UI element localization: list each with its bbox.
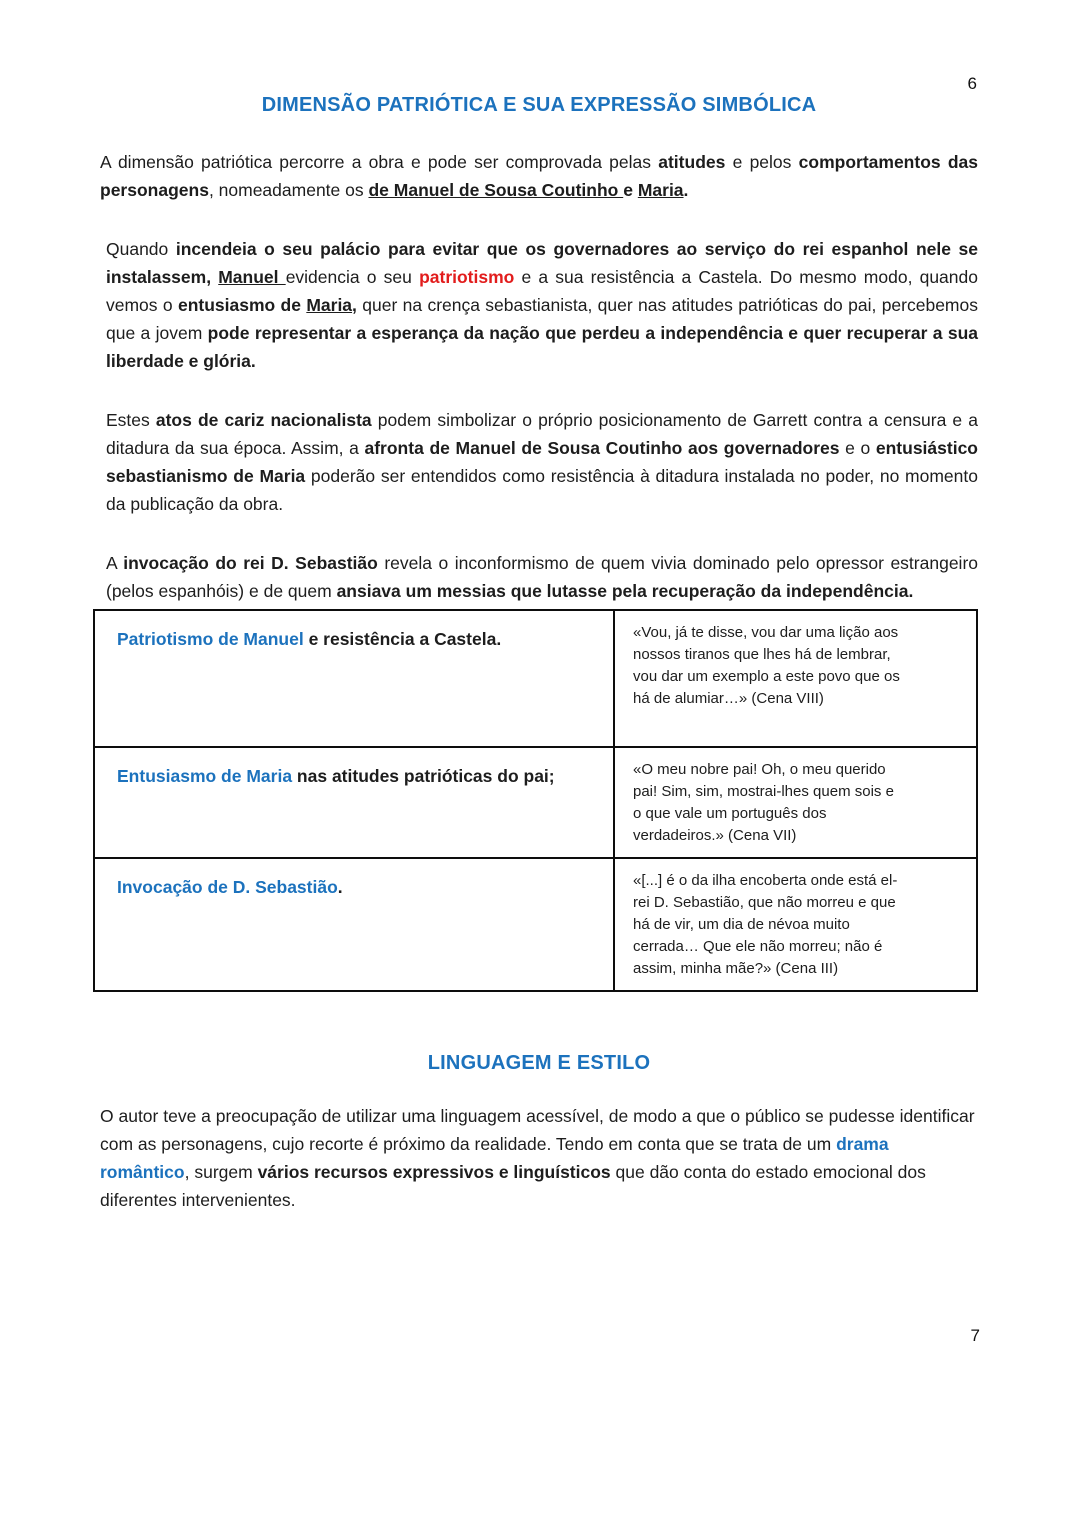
- text-run: poderão ser entendidos como resistência à ditadura instalada no poder, no momento da publicação da obra.: [106, 466, 978, 514]
- paragraph-patriotic-3: [100, 406, 978, 518]
- paragraph-patriotic-4: [100, 549, 978, 605]
- text-run: e: [623, 180, 638, 200]
- section-title-language: LINGUAGEM E ESTILO: [427, 1052, 651, 1074]
- table-row-entusiasmo-maria: [94, 747, 977, 858]
- text-run: .: [683, 180, 689, 200]
- paragraph-patriotic-1: [100, 148, 978, 204]
- text-run: Maria: [637, 180, 684, 200]
- text-run: patriotismo: [419, 267, 515, 287]
- text-run: e pelos: [725, 152, 799, 172]
- table-row-patriotismo-manuel: [94, 610, 977, 747]
- text-run: atos de cariz nacionalista: [155, 410, 372, 430]
- text-run: Manuel: [218, 267, 286, 287]
- text-run: invocação do rei D. Sebastião: [123, 553, 378, 573]
- text-run: Estes: [106, 410, 156, 430]
- table-cell-quote: «O meu nobre pai! Oh, o meu querido pai! Sim, sim, mostrai-lhes quem sois e o que vale um português dos verdadeiros.» (Cena VII): [614, 747, 977, 858]
- text-run: vários recursos expressivos e linguísticos: [257, 1162, 611, 1182]
- text-run: nas atitudes patrióticas do pai;: [292, 766, 555, 786]
- text-run: atitudes: [658, 152, 726, 172]
- text-run: Maria: [306, 295, 353, 315]
- text-run: e a sua resistência a Castela. Do mesmo modo, quando vemos o: [106, 267, 978, 315]
- text-run: ,: [206, 267, 219, 287]
- text-run: Quando: [106, 239, 176, 259]
- table-cell-label: [94, 747, 614, 858]
- table-cell-quote: «[...] é o da ilha encoberta onde está el-rei D. Sebastião, que não morreu e que há de vir, um dia de névoa muito cerrada… Que ele não morreu; não é assim, minha mãe?» (Cena III): [614, 858, 977, 991]
- text-run: comportamentos das personagens: [100, 152, 979, 200]
- text-run: .: [250, 351, 256, 371]
- text-run: afronta de Manuel de Sousa Coutinho aos governadores: [364, 438, 840, 458]
- text-run: , surgem: [184, 1162, 258, 1182]
- text-run: e o: [839, 438, 876, 458]
- table-cell-label: [94, 858, 614, 991]
- table-cell-label: [94, 610, 614, 747]
- text-run: revela o inconformismo de quem vivia dominado pelo opressor estrangeiro (pelos espanhóis) e de quem: [106, 553, 978, 601]
- text-run: evidencia o seu: [285, 267, 420, 287]
- text-run: Invocação de D. Sebastião: [117, 877, 338, 897]
- text-run: Entusiasmo de Maria: [117, 766, 293, 786]
- text-run: quer na crença sebastianista, quer nas atitudes patrióticas do pai, percebemos que a jovem: [106, 295, 978, 343]
- text-run: podem simbolizar o próprio posicionamento de Garrett contra a censura e a ditadura da sua época. Assim, a: [106, 410, 978, 458]
- text-run: e resistência a Castela.: [303, 629, 502, 649]
- text-run: incendeia o seu palácio para evitar que os governadores ao serviço do rei espanhol nele se instalassem: [106, 239, 978, 287]
- text-run: ansiava um messias que lutasse pela recuperação da independência.: [336, 581, 914, 601]
- page-number-top: 6: [967, 74, 977, 93]
- text-run: drama romântico: [100, 1134, 889, 1182]
- text-run: entusiástico sebastianismo de Maria: [106, 438, 978, 486]
- page-number-bottom: 7: [970, 1326, 980, 1345]
- paragraph-patriotic-2: [100, 235, 978, 375]
- table-cell-quote: «Vou, já te disse, vou dar uma lição aos nossos tiranos que lhes há de lembrar, vou dar um exemplo a este povo que os há de alumiar…» (Cena VIII): [614, 610, 977, 747]
- text-run: Patriotismo de Manuel: [117, 629, 304, 649]
- text-run: , nomeadamente os: [208, 180, 369, 200]
- text-run: ,: [352, 295, 357, 315]
- text-run: que dão conta do estado emocional dos diferentes intervenientes.: [100, 1162, 926, 1210]
- text-run: entusiasmo de: [177, 295, 307, 315]
- section-title-patriotic: DIMENSÃO PATRIÓTICA E SUA EXPRESSÃO SIMBÓLICA: [261, 94, 817, 116]
- text-run: .: [337, 877, 343, 897]
- text-run: pode representar a esperança da nação que perdeu a independência e quer recuperar a sua liberdade e glória: [106, 323, 978, 371]
- text-run: A dimensão patriótica percorre a obra e pode ser comprovada pelas: [100, 152, 659, 172]
- text-run: O autor teve a preocupação de utilizar uma linguagem acessível, de modo a que o público se pudesse identificar com as personagens, cujo recorte é próximo da realidade. Tendo em conta que se trata de um: [100, 1106, 975, 1154]
- text-run: A: [106, 553, 124, 573]
- paragraph-language-1: [100, 1102, 978, 1214]
- text-run: de Manuel de Sousa Coutinho: [368, 180, 624, 200]
- table-row-invocacao-sebastiao: [94, 858, 977, 991]
- symbolism-quotes-table: [93, 609, 978, 992]
